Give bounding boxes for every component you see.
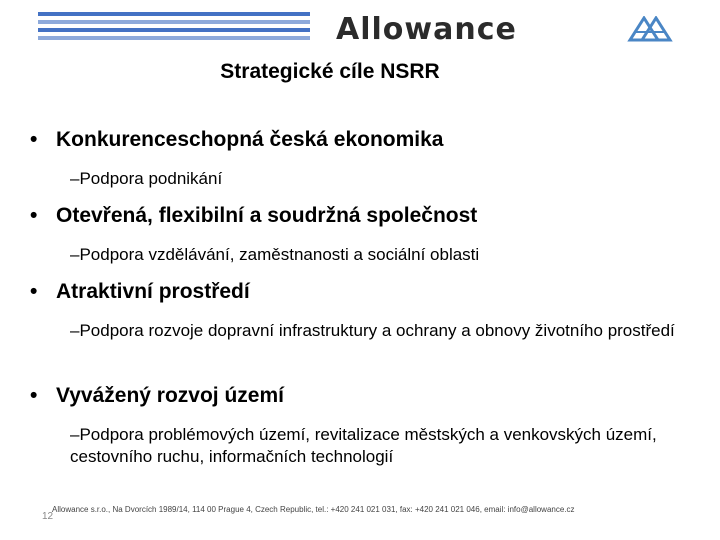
- header-stripes: [38, 12, 310, 44]
- stripe: [38, 28, 310, 32]
- goal-heading-text: Atraktivní prostředí: [56, 280, 250, 303]
- goal-detail: –Podpora podnikání: [70, 169, 223, 188]
- goal-detail: –Podpora rozvoje dopravní infrastruktury a ochrany a obnovy životního prostředí: [70, 321, 675, 340]
- triangle-logo-icon: [626, 16, 674, 42]
- goal-detail: –Podpora vzdělávání, zaměstnanosti a sociální oblasti: [70, 245, 480, 264]
- bullet-icon: •: [30, 128, 38, 151]
- goal-heading-text: Vyvážený rozvoj území: [56, 384, 284, 407]
- bullet-icon: •: [30, 204, 38, 227]
- company-logo: [336, 10, 696, 50]
- goal-heading: [30, 128, 444, 152]
- goal-heading-text: Konkurenceschopná česká ekonomika: [56, 128, 444, 151]
- stripe: [38, 20, 310, 24]
- goal-heading-text: Otevřená, flexibilní a soudržná společnost: [56, 204, 478, 227]
- goal-detail: –Podpora problémových území, revitalizace městských a venkovských území, cestovního ruchu, informačních technologií: [70, 425, 657, 466]
- bullet-icon: •: [30, 384, 38, 407]
- logo-text: Allowance: [336, 12, 517, 47]
- bullet-icon: •: [30, 280, 38, 303]
- goal-heading: [30, 280, 250, 304]
- stripe: [38, 36, 310, 40]
- slide-title: Strategické cíle NSRR: [220, 60, 440, 83]
- goal-heading: [30, 204, 477, 228]
- page-number: 12: [42, 511, 54, 522]
- goal-heading: [30, 384, 284, 408]
- footer-contact: Allowance s.r.o., Na Dvorcích 1989/14, 114 00 Prague 4, Czech Republic, tel.: +420 241 021 031, fax: +420 241 021 046, email: info@allowance.cz: [52, 505, 575, 514]
- stripe: [38, 12, 310, 16]
